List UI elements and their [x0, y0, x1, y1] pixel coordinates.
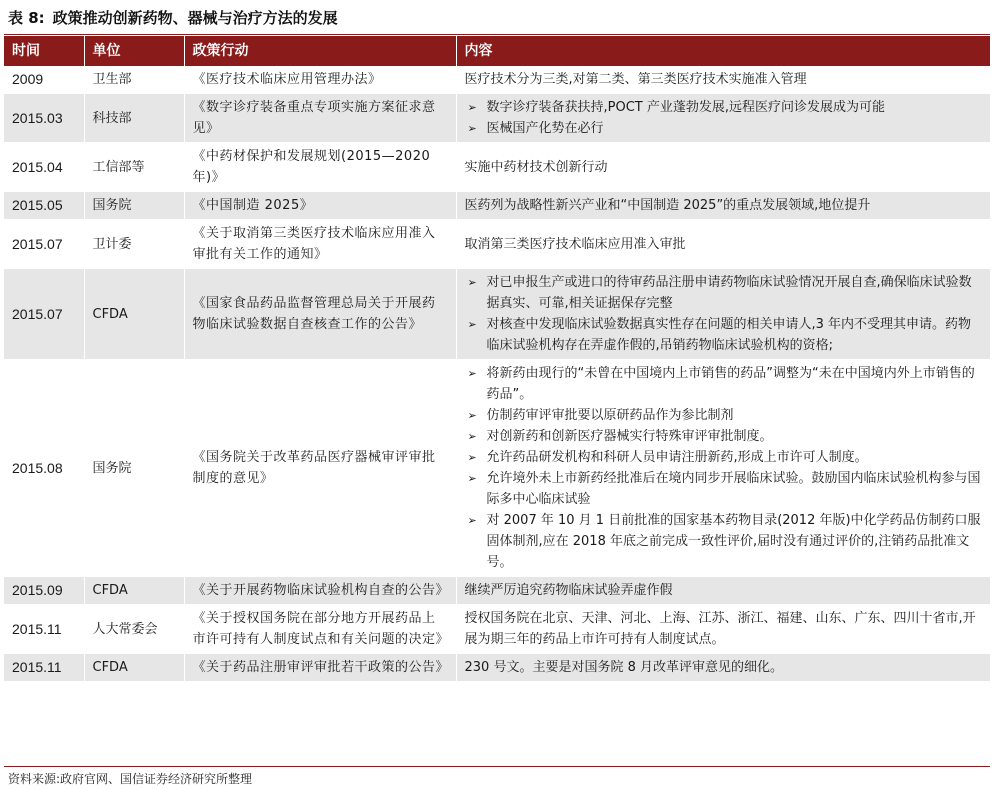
cell-content: 继续严厉追究药物临床试验弄虚作假 — [456, 577, 990, 605]
arrow-bullet-icon: ➢ — [467, 409, 477, 422]
list-item — [465, 426, 983, 447]
policy-table — [4, 36, 990, 682]
cell-unit: CFDA — [84, 577, 184, 605]
cell-unit: CFDA — [84, 269, 184, 360]
cell-policy: 《关于授权国务院在部分地方开展药品上市许可持有人制度试点和有关问题的决定》 — [184, 605, 456, 654]
table-row — [4, 192, 990, 220]
cell-content: 230 号文。主要是对国务院 8 月改革评审意见的细化。 — [456, 654, 990, 682]
cell-unit: 国务院 — [84, 360, 184, 577]
table-top-rule — [4, 34, 990, 35]
content-bullet-list — [465, 363, 983, 573]
bullet-text: 对已申报生产或进口的待审药品注册申请药物临床试验情况开展自查,确保临床试验数据真实、可靠,相关证据保存完整 — [486, 275, 972, 311]
cell-content: 取消第三类医疗技术临床应用准入审批 — [456, 220, 990, 269]
content-bullet-list — [465, 272, 983, 356]
list-item — [465, 447, 983, 468]
cell-time: 2015.04 — [4, 143, 84, 192]
table-header-row — [4, 36, 990, 66]
cell-policy: 《关于开展药物临床试验机构自查的公告》 — [184, 577, 456, 605]
cell-content: 授权国务院在北京、天津、河北、上海、江苏、浙江、福建、山东、广东、四川十省市,开展为期三年的药品上市许可持有人制度试点。 — [456, 605, 990, 654]
cell-time: 2015.07 — [4, 220, 84, 269]
cell-unit: 科技部 — [84, 94, 184, 143]
cell-time: 2009 — [4, 66, 84, 94]
cell-policy: 《国家食品药品监督管理总局关于开展药物临床试验数据自查核查工作的公告》 — [184, 269, 456, 360]
table-caption — [8, 4, 338, 32]
cell-time: 2015.11 — [4, 654, 84, 682]
arrow-bullet-icon: ➢ — [467, 514, 477, 527]
table-row — [4, 360, 990, 577]
bullet-text: 允许药品研发机构和科研人员申请注册新药,形成上市许可人制度。 — [486, 450, 868, 465]
cell-time: 2015.03 — [4, 94, 84, 143]
bullet-text: 将新药由现行的“未曾在中国境内上市销售的药品”调整为“未在中国境内外上市销售的药品”。 — [486, 366, 975, 402]
table-row — [4, 66, 990, 94]
cell-time: 2015.11 — [4, 605, 84, 654]
arrow-bullet-icon: ➢ — [467, 122, 477, 135]
cell-unit: 卫计委 — [84, 220, 184, 269]
cell-time: 2015.07 — [4, 269, 84, 360]
bullet-text: 对核查中发现临床试验数据真实性存在问题的相关申请人,3 年内不受理其申请。药物临床试验机构存在弄虚作假的,吊销药物临床试验机构的资格; — [486, 317, 972, 353]
arrow-bullet-icon: ➢ — [467, 276, 477, 289]
arrow-bullet-icon: ➢ — [467, 367, 477, 380]
cell-time: 2015.05 — [4, 192, 84, 220]
caption-title: 政策推动创新药物、器械与治疗方法的发展 — [52, 9, 338, 27]
cell-policy: 《关于药品注册审评审批若干政策的公告》 — [184, 654, 456, 682]
table-row — [4, 654, 990, 682]
cell-time: 2015.09 — [4, 577, 84, 605]
bullet-text: 对 2007 年 10 月 1 日前批准的国家基本药物目录(2012 年版)中化学药品仿制药口服固体制剂,应在 2018 年底之前完成一致性评价,届时没有通过评价的,注销药品批准文号。 — [486, 513, 981, 570]
table-row — [4, 143, 990, 192]
caption-number: 表 8: — [8, 9, 45, 27]
cell-unit: 卫生部 — [84, 66, 184, 94]
list-item — [465, 405, 983, 426]
list-item — [465, 468, 983, 510]
table-row — [4, 605, 990, 654]
table-row — [4, 577, 990, 605]
table-row — [4, 220, 990, 269]
cell-unit: 人大常委会 — [84, 605, 184, 654]
cell-unit: CFDA — [84, 654, 184, 682]
header-unit: 单位 — [84, 36, 184, 66]
content-bullet-list — [465, 97, 983, 139]
arrow-bullet-icon: ➢ — [467, 318, 477, 331]
cell-time: 2015.08 — [4, 360, 84, 577]
table-row — [4, 94, 990, 143]
cell-unit: 国务院 — [84, 192, 184, 220]
cell-content — [456, 360, 990, 577]
cell-policy: 《关于取消第三类医疗技术临床应用准入审批有关工作的通知》 — [184, 220, 456, 269]
cell-content — [456, 94, 990, 143]
cell-content: 医疗技术分为三类,对第二类、第三类医疗技术实施准入管理 — [456, 66, 990, 94]
cell-content: 医药列为战略性新兴产业和“中国制造 2025”的重点发展领域,地位提升 — [456, 192, 990, 220]
bullet-text: 数字诊疗装备获扶持,POCT 产业蓬勃发展,远程医疗问诊发展成为可能 — [486, 100, 885, 115]
arrow-bullet-icon: ➢ — [467, 430, 477, 443]
bullet-text: 医械国产化势在必行 — [486, 121, 604, 136]
cell-unit: 工信部等 — [84, 143, 184, 192]
cell-policy: 《医疗技术临床应用管理办法》 — [184, 66, 456, 94]
list-item — [465, 314, 983, 356]
table-body — [4, 66, 990, 682]
cell-policy: 《中药材保护和发展规划(2015—2020 年)》 — [184, 143, 456, 192]
table-bottom-rule — [4, 766, 990, 767]
source-note: 资料来源:政府官网、国信证券经济研究所整理 — [8, 772, 253, 786]
header-content: 内容 — [456, 36, 990, 66]
cell-policy: 《中国制造 2025》 — [184, 192, 456, 220]
bullet-text: 仿制药审评审批要以原研药品作为参比制剂 — [486, 408, 734, 423]
arrow-bullet-icon: ➢ — [467, 101, 477, 114]
arrow-bullet-icon: ➢ — [467, 451, 477, 464]
table-row — [4, 269, 990, 360]
bullet-text: 允许境外未上市新药经批准后在境内同步开展临床试验。鼓励国内临床试验机构参与国际多中心临床试验 — [486, 471, 981, 507]
cell-content — [456, 269, 990, 360]
list-item — [465, 510, 983, 573]
header-policy: 政策行动 — [184, 36, 456, 66]
cell-policy: 《国务院关于改革药品医疗器械审评审批制度的意见》 — [184, 360, 456, 577]
list-item — [465, 363, 983, 405]
arrow-bullet-icon: ➢ — [467, 472, 477, 485]
bullet-text: 对创新药和创新医疗器械实行特殊审评审批制度。 — [486, 429, 773, 444]
cell-policy: 《数字诊疗装备重点专项实施方案征求意见》 — [184, 94, 456, 143]
header-time: 时间 — [4, 36, 84, 66]
list-item — [465, 118, 983, 139]
list-item — [465, 272, 983, 314]
list-item — [465, 97, 983, 118]
cell-content: 实施中药材技术创新行动 — [456, 143, 990, 192]
